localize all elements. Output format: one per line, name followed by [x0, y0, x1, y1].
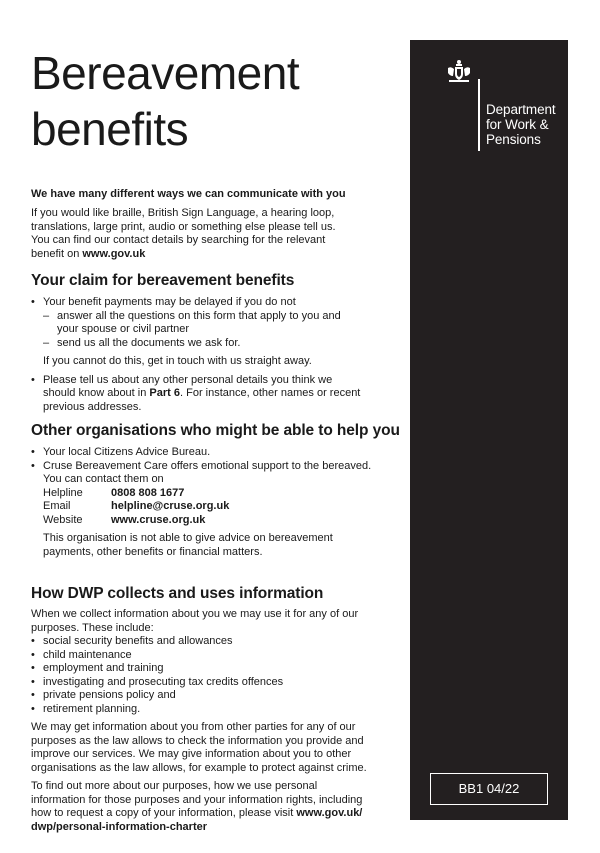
- list-item: – send us all the documents we ask for.: [31, 337, 403, 351]
- purposes-list: [31, 635, 403, 716]
- list-item: • private pensions policy and: [31, 689, 403, 703]
- contact-email: Email helpline@cruse.org.uk: [43, 500, 230, 512]
- contact-list: [31, 487, 403, 528]
- list-item: • child maintenance: [31, 649, 403, 663]
- contact-helpline: Helpline 0808 808 1677: [43, 486, 185, 499]
- orgs-heading: Other organisations who might be able to help you: [31, 422, 400, 439]
- contact-website: Website www.cruse.org.uk: [43, 513, 206, 526]
- list-item: • Please tell us about any other personal details you think we: [31, 374, 403, 388]
- sidebar: [410, 40, 568, 820]
- cruse-email-link[interactable]: helpline@cruse.org.uk: [111, 500, 230, 512]
- claim-note: If you cannot do this, get in touch with us straight away.: [43, 355, 312, 367]
- govuk-link[interactable]: www.gov.uk: [82, 247, 146, 260]
- list-item: • Your benefit payments may be delayed if you do not: [31, 296, 403, 310]
- crest-icon: [446, 59, 472, 83]
- list-item: • investigating and prosecuting tax credits offences: [31, 676, 403, 690]
- title-line-1: Bereavement: [31, 47, 300, 99]
- list-item: • social security benefits and allowances: [31, 635, 403, 649]
- list-item: – answer all the questions on this form that apply to you and: [31, 310, 403, 324]
- charter-link[interactable]: www.gov.uk/: [296, 807, 363, 819]
- royal-coat-of-arms-icon: [443, 59, 467, 131]
- charter-link-cont[interactable]: dwp/personal-information-charter: [31, 820, 208, 833]
- cruse-website-link[interactable]: www.cruse.org.uk: [111, 513, 206, 526]
- form-code-badge: BB1 04/22: [430, 773, 548, 805]
- list-item: • employment and training: [31, 662, 403, 676]
- intro-paragraph: If you would like braille, British Sign Language, a hearing loop, translations, large print, audio or something else please tell us. You can find our contact details by searching for the relevant benefit on www.gov.uk: [31, 207, 336, 260]
- list-item: • Your local Citizens Advice Bureau.: [31, 446, 403, 460]
- claim-section: • Your benefit payments may be delayed if you do not – answer all the questions on this form that apply to you and your spouse or civil partner – send us all the documents we ask for. If you cannot do this, get in touch with us straight away. • Please tell us about any other personal details you think we should know about in Part 6. For instance, other names or recent previous addresses.: [31, 296, 403, 414]
- list-item: • retirement planning.: [31, 703, 403, 717]
- claim-heading: Your claim for bereavement benefits: [31, 272, 295, 289]
- list-item: • Cruse Bereavement Care offers emotional support to the bereaved.: [31, 460, 403, 474]
- orgs-section: • Your local Citizens Advice Bureau. • Cruse Bereavement Care offers emotional support to the bereaved. You can contact them on Helpline 0808 808 1677 Email helpline@cruse.org.uk Website www.cruse.org.uk This organisation is not able to give advice on bereavement payments, other benefits or financial matters.: [31, 446, 403, 559]
- dwp-section: When we collect information about you we may use it for any of our purposes. These include: • social security benefits and allowances • child maintenance • employment and training • investigating and prosecuting tax credits offences • private pensions policy and • retirement planning. We may get information about you from other parties for any of our purposes as the law allows to check the information you provide and improve our services. We may give information about you to other organisations as the law allows, for example to protect against crime. To find out more about our purposes, how we use personal information for those purposes and your information rights, including how to request a copy of your information, please visit www.gov.uk/ dwp/personal-information-charter: [31, 608, 403, 834]
- dwp-heading: How DWP collects and uses information: [31, 585, 324, 602]
- title-line-2: benefits: [31, 103, 189, 155]
- page-title: [31, 45, 299, 157]
- org-name: Department for Work & Pensions: [486, 102, 556, 147]
- intro-heading: We have many different ways we can communicate with you: [31, 188, 346, 200]
- logo-divider: [478, 79, 480, 151]
